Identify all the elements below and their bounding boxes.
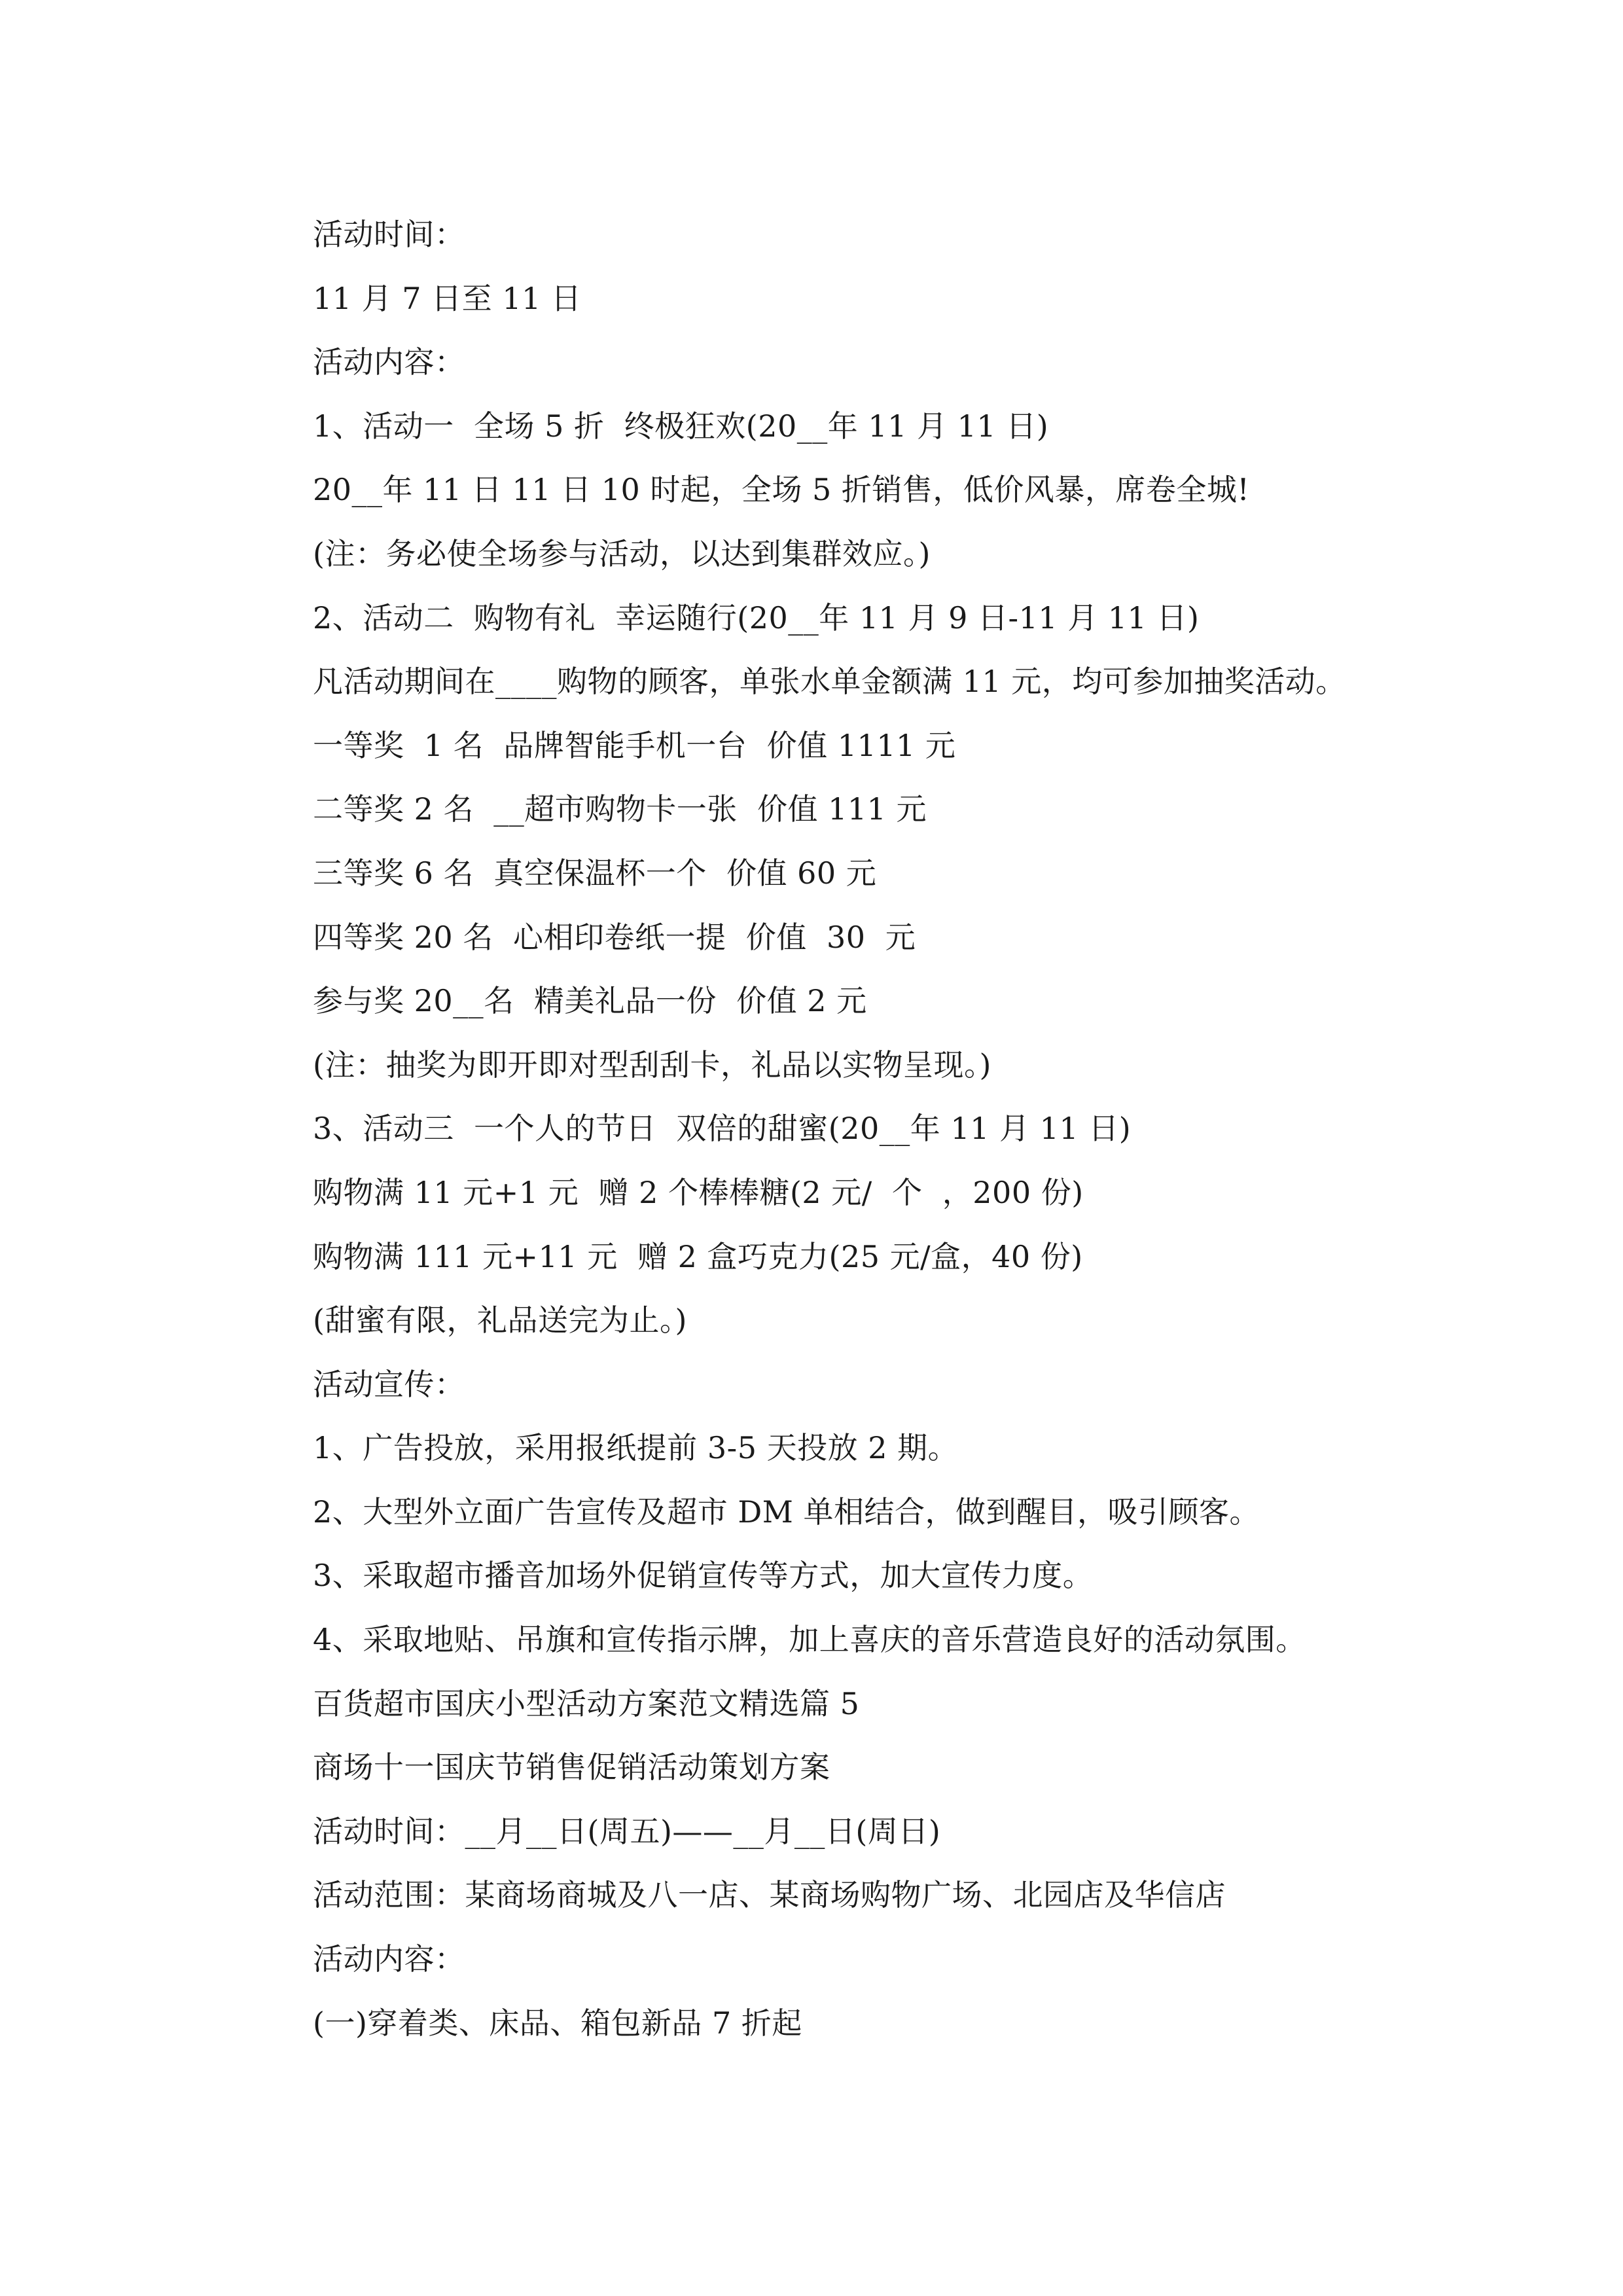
prize-line: 一等奖 1 名 品牌智能手机一台 价值 1111 元 xyxy=(313,727,956,763)
text-line: 活动范围：某商场商城及八一店、某商场购物广场、北园店及华信店 xyxy=(313,1877,1226,1913)
text-line: 活动时间：__月__日(周五)——__月__日(周日) xyxy=(313,1813,941,1849)
text-line: (注：务必使全场参与活动，以达到集群效应。) xyxy=(313,535,931,571)
heading-activity-content: 活动内容： xyxy=(313,344,465,380)
document-body xyxy=(313,203,1543,2055)
text-line: 2、大型外立面广告宣传及超市 DM 单相结合，做到醒目，吸引顾客。 xyxy=(313,1494,1260,1530)
text-line: 3、采取超市播音加场外促销宣传等方式，加大宣传力度。 xyxy=(313,1558,1094,1594)
text-line: 凡活动期间在____购物的顾客，单张水单金额满 11 元，均可参加抽奖活动。 xyxy=(313,664,1346,700)
heading-activity-content: 活动内容： xyxy=(313,1941,465,1977)
text-line: 3、活动三 一个人的节日 双倍的甜蜜(20__年 11 月 11 日) xyxy=(313,1111,1132,1147)
prize-line: 四等奖 20 名 心相印卷纸一提 价值 30 元 xyxy=(313,919,916,955)
text-line: 20__年 11 日 11 日 10 时起，全场 5 折销售，低价风暴，席卷全城! xyxy=(313,472,1250,508)
section-title: 百货超市国庆小型活动方案范文精选篇 5 xyxy=(313,1685,860,1721)
prize-line: 参与奖 20__名 精美礼品一份 价值 2 元 xyxy=(313,983,867,1019)
text-line: 2、活动二 购物有礼 幸运随行(20__年 11 月 9 日-11 月 11 日) xyxy=(313,600,1200,636)
text-line: 购物满 11 元+1 元 赠 2 个棒棒糖(2 元/ 个 ，200 份) xyxy=(313,1174,1084,1210)
text-line: (一)穿着类、床品、箱包新品 7 折起 xyxy=(313,2005,802,2041)
heading-activity-time: 活动时间： xyxy=(313,217,465,252)
prize-line: 三等奖 6 名 真空保温杯一个 价值 60 元 xyxy=(313,855,877,891)
text-line: (甜蜜有限，礼品送完为止。) xyxy=(313,1302,687,1338)
prize-line: 二等奖 2 名 __超市购物卡一张 价值 111 元 xyxy=(313,791,927,827)
text-line: 4、采取地贴、吊旗和宣传指示牌，加上喜庆的音乐营造良好的活动氛围。 xyxy=(313,1622,1306,1658)
plan-title: 商场十一国庆节销售促销活动策划方案 xyxy=(313,1749,830,1785)
text-line: 1、广告投放，采用报纸提前 3-5 天投放 2 期。 xyxy=(313,1430,959,1466)
text-line: 1、活动一 全场 5 折 终极狂欢(20__年 11 月 11 日) xyxy=(313,408,1049,444)
text-line: (注：抽奖为即开即对型刮刮卡，礼品以实物呈现。) xyxy=(313,1047,991,1083)
text-line: 11 月 7 日至 11 日 xyxy=(313,280,582,316)
text-line: 购物满 111 元+11 元 赠 2 盒巧克力(25 元/盒，40 份) xyxy=(313,1238,1083,1274)
heading-activity-promotion: 活动宣传： xyxy=(313,1366,465,1402)
